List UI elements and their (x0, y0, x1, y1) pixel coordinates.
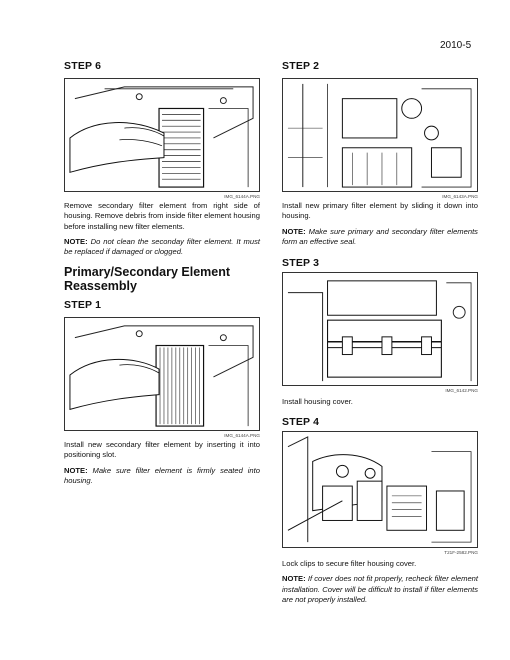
step2-text: Install new primary filter element by sliding it down into housing. (282, 201, 478, 221)
step4-note (282, 574, 478, 605)
step4-note-label: NOTE: (282, 574, 306, 584)
step2-caption: IMG_6143A.PNG (442, 194, 478, 199)
step3-title: STEP 3 (282, 257, 320, 269)
step6-note (64, 237, 260, 258)
step6-title: STEP 6 (64, 60, 102, 72)
step2-note-label: NOTE: (282, 226, 306, 236)
step1-note-label: NOTE: (64, 465, 88, 475)
section-heading (64, 265, 264, 293)
page-number: 2010-5 (440, 40, 472, 51)
step1-note-text: Make sure filter element is firmly seated into housing. (64, 465, 260, 485)
step1-text: Install new secondary filter element by inserting it into positioning slot. (64, 440, 260, 460)
section-heading-line2: Reassembly (64, 279, 137, 293)
step3-caption: IMG_6142.PNG (445, 388, 478, 393)
step1-illustration (64, 317, 260, 431)
step3-text: Install housing cover. (282, 397, 353, 406)
step1-caption: IMG_6144A.PNG (224, 433, 260, 438)
step2-note (282, 227, 478, 248)
step4-title: STEP 4 (282, 416, 320, 428)
step4-caption: T21F-2582.PNG (444, 550, 478, 555)
step6-text: Remove secondary filter element from right side of housing. Remove debris from inside filter element housing before installing new filter elements. (64, 201, 260, 231)
step4-illustration (282, 431, 478, 548)
step1-title: STEP 1 (64, 299, 102, 311)
section-heading-line1: Primary/Secondary Element (64, 265, 231, 279)
step6-note-label: NOTE: (64, 236, 88, 246)
step2-note-text: Make sure primary and secondary filter elements form an effective seal. (282, 226, 478, 246)
step1-note (64, 466, 260, 487)
step4-note-text: If cover does not fit properly, recheck filter element installation. Cover will be difficult to install if filter elements are not properly installed. (282, 574, 478, 604)
step3-illustration (282, 272, 478, 386)
step6-illustration (64, 78, 260, 192)
step4-text: Lock clips to secure filter housing cover. (282, 559, 417, 568)
step6-note-text: Do not clean the seconday filter element. It must be replaced if damaged or clogged. (64, 236, 260, 257)
step2-title: STEP 2 (282, 60, 320, 72)
step6-caption: IMG_6144A.PNG (224, 194, 260, 199)
step2-illustration (282, 78, 478, 192)
